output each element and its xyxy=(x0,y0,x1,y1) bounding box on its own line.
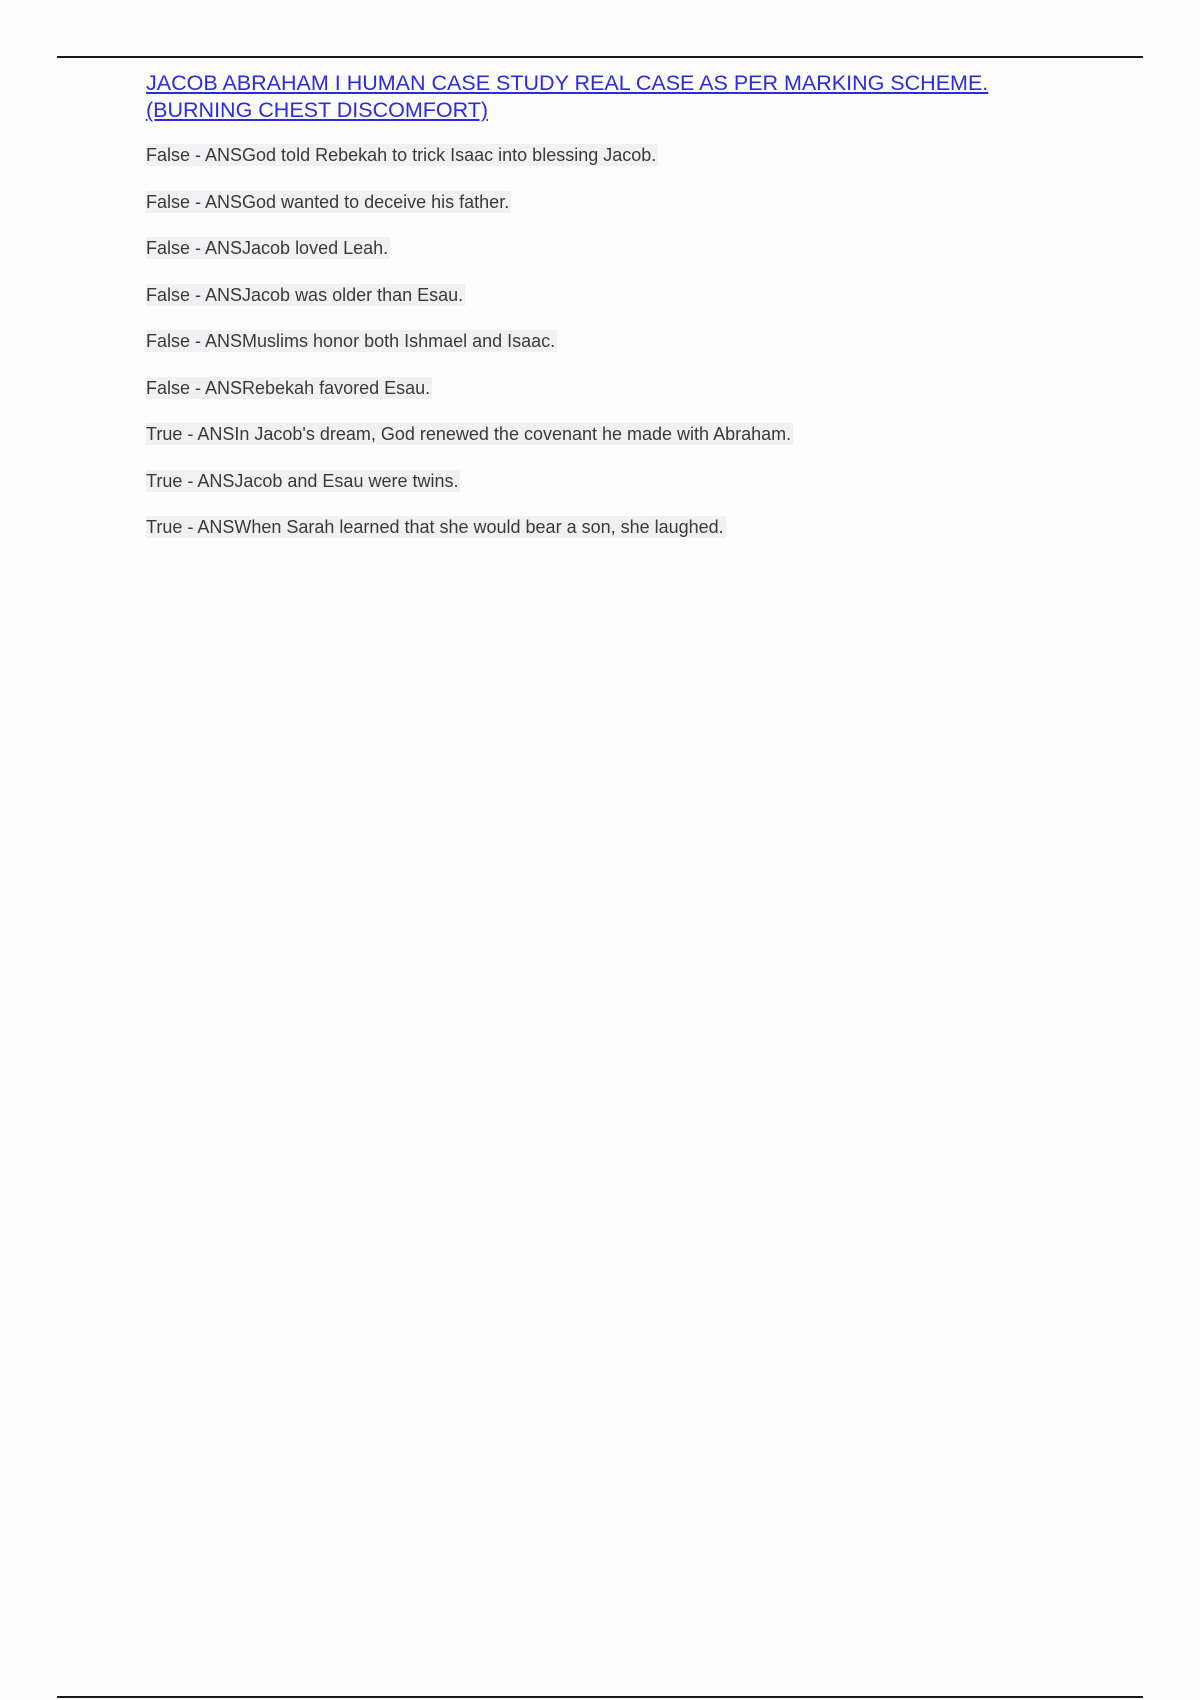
top-rule xyxy=(57,56,1143,58)
answer-text: False - ANSJacob was older than Esau. xyxy=(146,284,464,305)
document-title xyxy=(146,70,1086,124)
answer-item xyxy=(146,190,1086,214)
answer-item xyxy=(146,143,1086,167)
answer-item xyxy=(146,376,1086,400)
title-line-2: (BURNING CHEST DISCOMFORT) xyxy=(146,98,489,122)
answer-text: False - ANSJacob loved Leah. xyxy=(146,238,389,258)
document-title-link[interactable] xyxy=(146,71,988,122)
title-line-1: JACOB ABRAHAM I HUMAN CASE STUDY REAL CASE AS PER MARKING SCHEME. xyxy=(146,71,989,95)
answer-list xyxy=(146,143,1086,539)
answer-item xyxy=(146,283,1086,307)
bottom-rule xyxy=(57,1696,1143,1698)
answer-text: False - ANSMuslims honor both Ishmael and Isaac. xyxy=(146,331,556,351)
answer-text: True - ANSWhen Sarah learned that she would bear a son, she laughed. xyxy=(146,517,724,537)
answer-text: False - ANSGod told Rebekah to trick Isaac into blessing Jacob. xyxy=(146,145,657,165)
answer-text: False - ANSRebekah favored Esau. xyxy=(146,377,431,398)
answer-item xyxy=(146,469,1086,493)
answer-item xyxy=(146,515,1086,539)
answer-text: True - ANSIn Jacob's dream, God renewed the covenant he made with Abraham. xyxy=(146,424,792,444)
answer-item xyxy=(146,236,1086,260)
answer-item xyxy=(146,329,1086,353)
answer-text: True - ANSJacob and Esau were twins. xyxy=(146,470,459,491)
answer-item xyxy=(146,422,1086,446)
page-content xyxy=(146,70,1086,562)
answer-text: False - ANSGod wanted to deceive his father. xyxy=(146,191,510,212)
